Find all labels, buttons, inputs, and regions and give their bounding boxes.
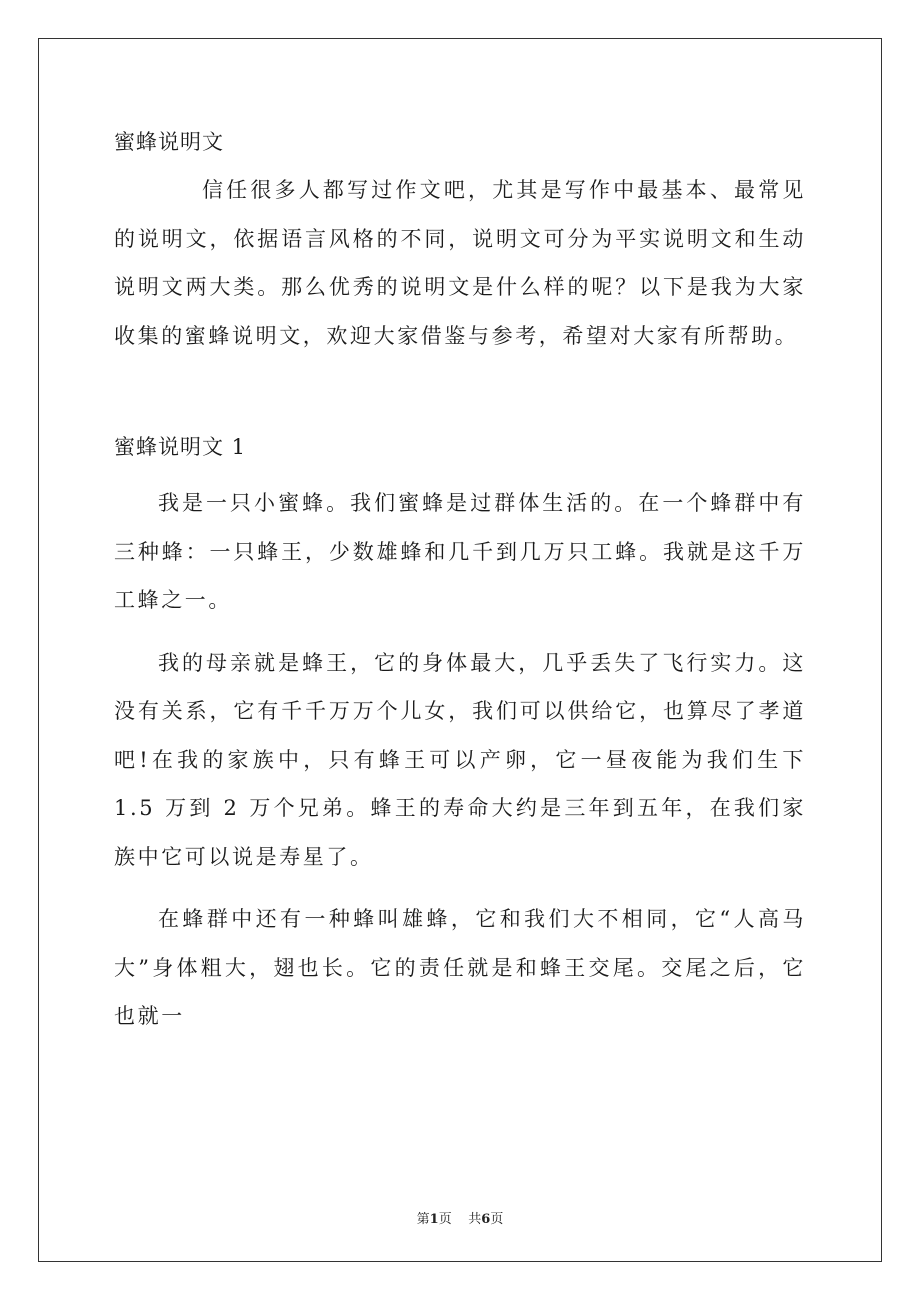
page-footer (0, 1208, 920, 1227)
body-paragraph: 我的母亲就是蜂王，它的身体最大，几乎丢失了飞行实力。这没有关系，它有千千万万个儿女，我们可以供给它，也算尽了孝道吧!在我的家族中，只有蜂王可以产卵，它一昼夜能为我们生下 1.5 万到 2 万个兄弟。蜂王的寿命大约是三年到五年，在我们家族中它可以说是寿星了。 (114, 650, 806, 869)
body-paragraph: 我是一只小蜜蜂。我们蜜蜂是过群体生活的。在一个蜂群中有三种蜂：一只蜂王，少数雄蜂和几千到几万只工蜂。我就是这千万工蜂之一。 (114, 491, 806, 612)
page-current: 1 (429, 1212, 439, 1227)
document-title: 蜜蜂说明文 (114, 130, 224, 154)
page-total: 6 (481, 1212, 491, 1227)
page-unit: 页 (438, 1212, 452, 1227)
total-unit: 页 (490, 1212, 504, 1227)
total-prefix: 共 (468, 1212, 482, 1227)
page-prefix: 第 (416, 1212, 430, 1227)
document-body (114, 118, 806, 1055)
section-title: 蜜蜂说明文 1 (114, 435, 247, 459)
body-paragraph: 在蜂群中还有一种蜂叫雄蜂，它和我们大不相同，它“人高马大”身体粗大，翅也长。它的责任就是和蜂王交尾。交尾之后，它也就一 (114, 907, 806, 1028)
intro-paragraph: 信任很多人都写过作文吧，尤其是写作中最基本、最常见的说明文，依据语言风格的不同，说明文可分为平实说明文和生动说明文两大类。那么优秀的说明文是什么样的呢？以下是我为大家收集的蜜蜂说明文，欢迎大家借鉴与参考，希望对大家有所帮助。 (114, 178, 806, 348)
